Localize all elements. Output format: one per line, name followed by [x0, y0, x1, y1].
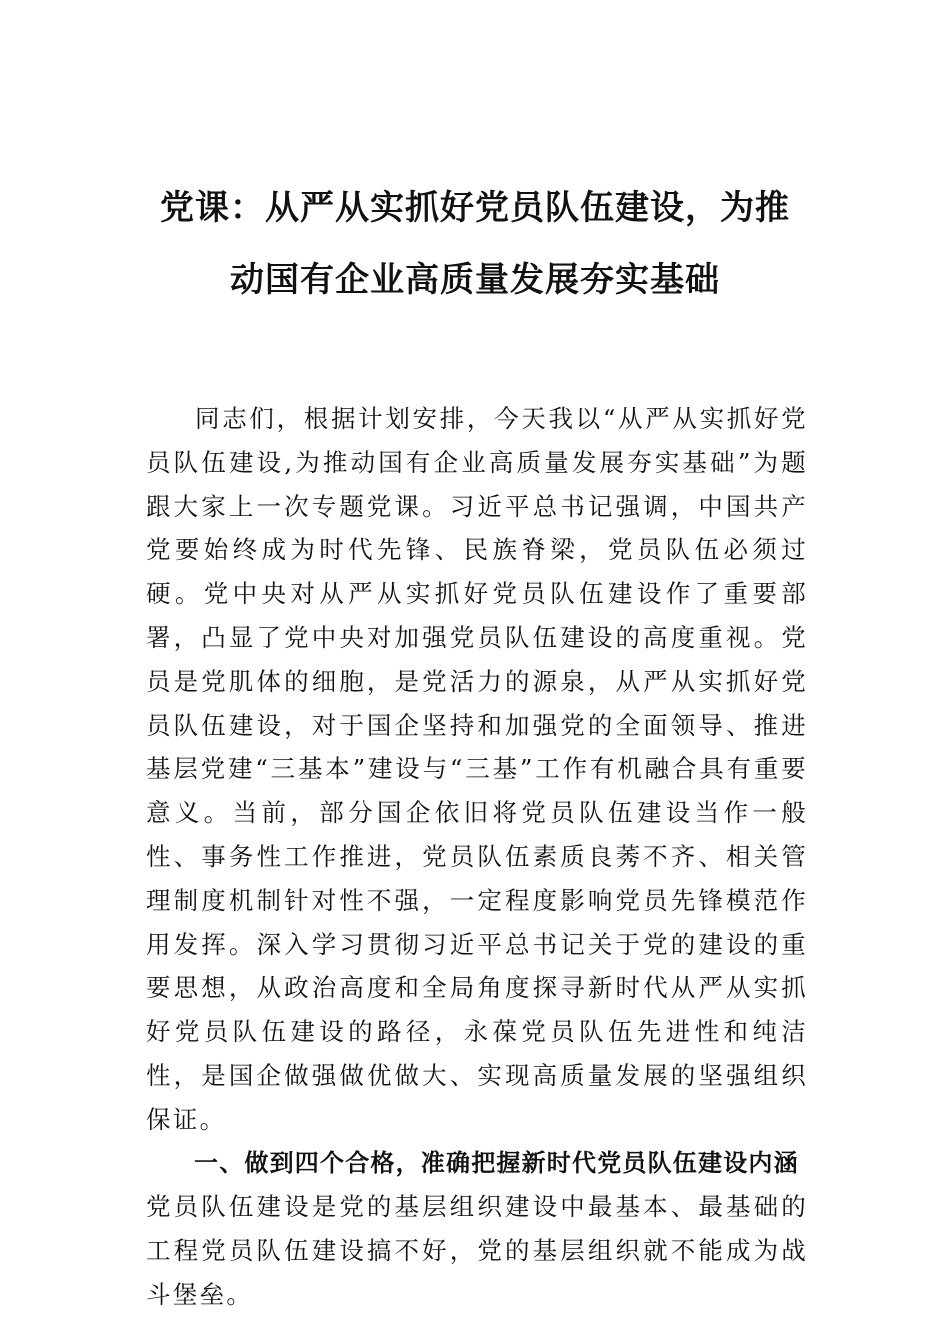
page-title	[140, 172, 810, 316]
intro-paragraph: 同志们，根据计划安排，今天我以“从严从实抓好党员队伍建设,为推动国有企业高质量发展夯实基础”为题跟大家上一次专题党课。习近平总书记强调，中国共产党要始终成为时代先锋、民族脊梁，党员队伍必须过硬。党中央对从严从实抓好党员队伍建设作了重要部署，凸显了党中央对加强党员队伍建设的高度重视。党员是党肌体的细胞，是党活力的源泉，从严从实抓好党员队伍建设，对于国企坚持和加强党的全面领导、推进基层党建“三基本”建设与“三基”工作有机融合具有重要意义。当前，部分国企依旧将党员队伍建设当作一般性、事务性工作推进，党员队伍素质良莠不齐、相关管理制度机制针对性不强，一定程度影响党员先锋模范作用发挥。深入学习贯彻习近平总书记关于党的建设的重要思想，从政治高度和全局角度探寻新时代从严从实抓好党员队伍建设的路径，永葆党员队伍先进性和纯洁性，是国企做强做优做大、实现高质量发展的坚强组织保证。	[146, 404, 808, 1134]
document-body	[146, 397, 808, 1317]
title-line-2: 动国有企业高质量发展夯实基础	[230, 260, 720, 300]
section-heading: 一、做到四个合格，准确把握新时代党员队伍建设内涵	[194, 1148, 799, 1177]
section-paragraph: 党员队伍建设是党的基层组织建设中最基本、最基础的工程党员队伍建设搞不好，党的基层组织就不能成为战斗堡垒。	[146, 1192, 808, 1309]
title-line-1: 党课：从严从实抓好党员队伍建设，为推	[160, 188, 790, 228]
